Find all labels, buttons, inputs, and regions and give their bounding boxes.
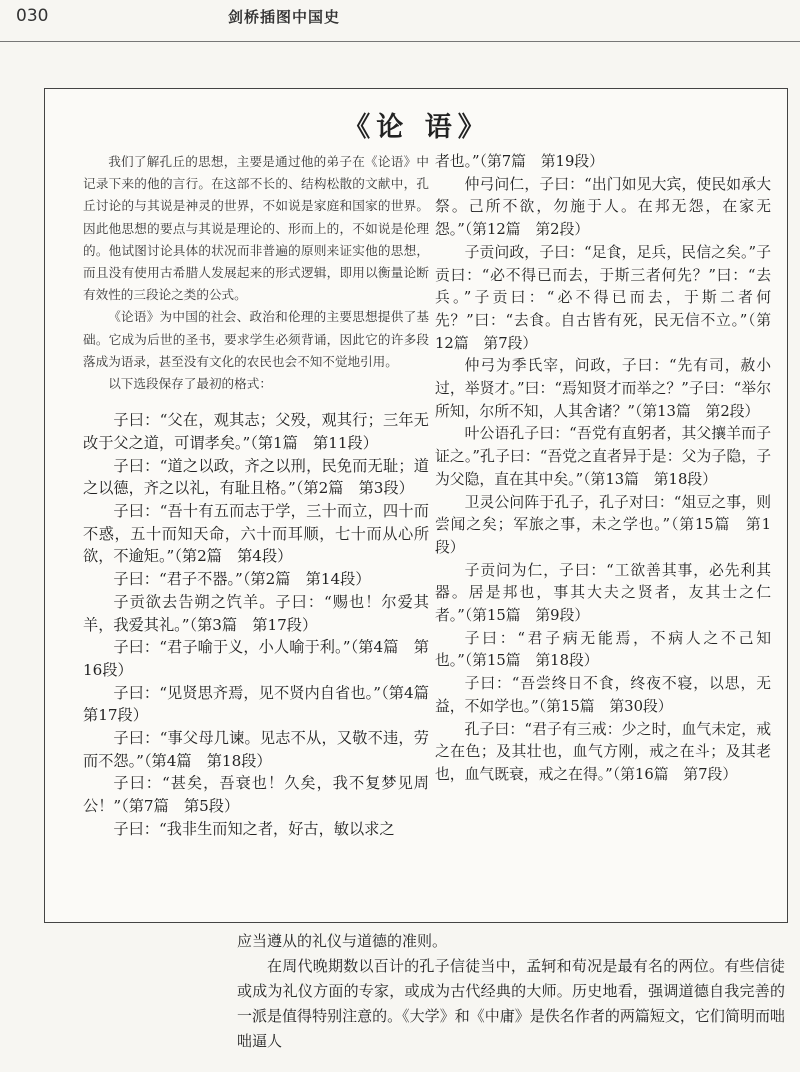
analects-quote: 子曰：“见贤思齐焉，见不贤内自省也。”（第4篇 第17段） [83,683,445,725]
analects-quote: 子曰：“事父母几谏。见志不从，又敬不违，劳而不怨。”（第4篇 第18段） [83,729,429,770]
analects-sidebar-box [44,88,788,923]
analects-quote-continuation: 者也。”（第7篇 第19段） [435,153,604,170]
sidebar-right-column [435,151,771,787]
analects-quote: 仲弓为季氏宰，问政，子曰：“先有司，赦小过，举贤才。”曰：“焉知贤才而举之？”子曰：“举尔所知，尔所不知，人其舍诸？”（第13篇 第2段） [435,357,771,420]
analects-quotes-left [83,409,445,840]
book-title: 剑桥插图中国史 [228,8,341,26]
analects-quote: 子曰：“甚矣，吾衰也！久矣，我不复梦见周公！”（第7篇 第5段） [83,774,429,816]
header-rule [0,41,800,42]
analects-quote: 子曰：“道之以政，齐之以刑，民免而无耻；道之以德，齐之以礼，有耻且格。”（第2篇 第3段） [83,456,429,498]
analects-quote: 子贡问为仁，子曰：“工欲善其事，必先利其器。居是邦也，事其大夫之贤者，友其士之仁者。”（第15篇 第9段） [435,561,771,625]
body-paragraph: 在周代晚期数以百计的孔子信徒当中，孟轲和荀况是最有名的两位。有些信徒或成为礼仪方面的专家，或成为古代经典的大师。历史地看，强调道德自我完善的一派是值得特别注意的。《大学》和《中庸》是佚名作者的两篇短文，它们简明而咄咄逼人 [237,957,785,1050]
analects-quote: 子曰：“君子喻于义，小人喻于利。”（第4篇 第16段） [83,638,429,679]
analects-quote: 子贡欲去告朔之饩羊。子曰：“赐也！尔爱其羊，我爱其礼。”（第3篇 第17段） [83,592,429,634]
analects-quote: 子曰：“君子病无能焉，不病人之不己知也。”（第15篇 第18段） [435,629,771,670]
intro-paragraph: 《论语》为中国的社会、政治和伦理的主要思想提供了基础。它成为后世的圣书，要求学生必须背诵，因此它的许多段落成为语录，甚至没有文化的农民也会不知不觉地引用。 [83,309,429,369]
analects-quote: 仲弓问仁，子曰：“出门如见大宾，使民如承大祭。己所不欲，勿施于人。在邦无怨，在家无怨。”（第12篇 第2段） [435,175,771,239]
analects-quote: 子曰：“我非生而知之者，好古，敏以求之 [113,819,395,838]
analects-quote: 孔子曰：“君子有三戒：少之时，血气未定，戒之在色；及其壮也，血气方刚，戒之在斗；及其老也，血气既衰，戒之在得。”（第16篇 第7段） [435,720,771,783]
sidebar-left-column [83,151,445,841]
intro-paragraph: 我们了解孔丘的思想，主要是通过他的弟子在《论语》中记录下来的他的言行。在这部不长的、结构松散的文献中，孔丘讨论的与其说是神灵的世界，不如说是家庭和国家的世界。因此他思想的要点与其说是理论的、形而上的，不如说是伦理的。他试图讨论具体的状况而非普遍的原则来证实他的思想，而且没有使用古希腊人发展起来的形式逻辑，即用以衡量论断有效性的三段论之类的公式。 [83,154,429,303]
sidebar-intro [83,151,429,395]
main-body-text [237,929,785,1054]
page-number: 030 [16,6,49,26]
running-header [0,0,800,44]
analects-quote: 子贡问政，子曰：“足食，足兵，民信之矣。”子贡曰：“必不得已而去，于斯三者何先？”曰：“去兵。”子贡曰：“必不得已而去，于斯二者何先？”曰：“去食。自古皆有死，民无信不立。”（第12篇 第7段） [435,243,771,352]
analects-quote: 子曰：“父在，观其志；父殁，观其行；三年无改于父之道，可谓孝矣。”（第1篇 第11段） [83,411,429,452]
body-paragraph: 应当遵从的礼仪与道德的准则。 [237,932,448,950]
analects-quote: 叶公语孔子曰：“吾党有直躬者，其父攘羊而子证之。”孔子曰：“吾党之直者异于是：父为子隐，子为父隐，直在其中矣。”（第13篇 第18段） [435,425,771,488]
analects-quote: 卫灵公问阵于孔子，孔子对曰：“俎豆之事，则尝闻之矣；军旅之事，未之学也。”（第15篇 第1段） [435,493,771,556]
analects-quote: 子曰：“吾十有五而志于学，三十而立，四十而不惑，五十而知天命，六十而耳顺，七十而从心所欲，不逾矩。”（第2篇 第4段） [83,502,429,566]
sidebar-title: 《论 语》 [343,112,491,143]
analects-quote: 子曰：“吾尝终日不食，终夜不寝，以思，无益，不如学也。”（第15篇 第30段） [435,675,771,715]
analects-quote: 子曰：“君子不器。”（第2篇 第14段） [113,570,371,589]
intro-paragraph: 以下选段保存了最初的格式： [108,376,272,392]
